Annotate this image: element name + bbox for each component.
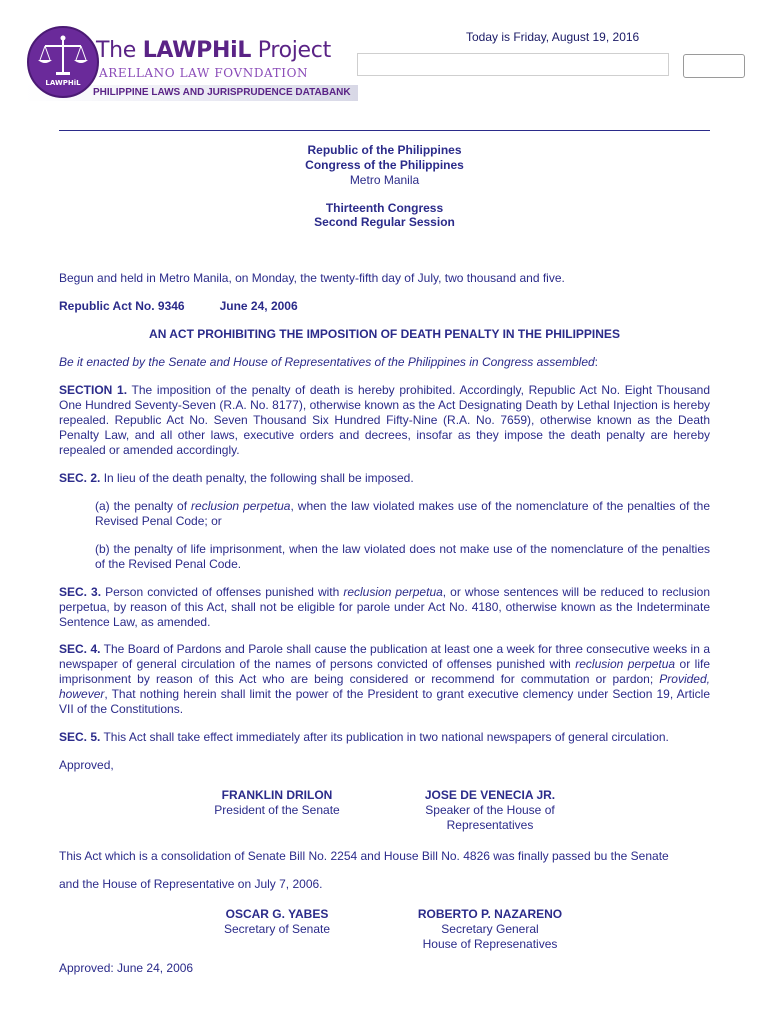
signatory-name: ROBERTO P. NAZARENO [417, 907, 563, 921]
section-label: SEC. 4. [59, 642, 101, 656]
section-label: SECTION 1. [59, 383, 128, 397]
section-label: SEC. 3. [59, 585, 102, 599]
signatory-senate-secretary [187, 907, 367, 937]
section-2-item-b: (b) the penalty of life imprisonment, when the law violated does not make use of the nomenclature of the penalties of the Revised Penal Code. [95, 542, 710, 571]
approved-label: Approved, [59, 758, 114, 772]
section-4: SEC. 4. The Board of Pardons and Parole shall cause the publication at least one a week for three consecutive weeks in a newspaper of general circulation of the names of persons convicted of offenses punished with reclusion perpetua or life imprisonment by reason of this Act who are being considered or recommend for commutation or pardon; Provided, however, That nothing herein shall limit the power of the President to grant executive clemency under Section 19, Article VII of the Constitutions. [59, 642, 711, 716]
signatory-name: JOSE DE VENECIA JR. [424, 788, 556, 802]
heading-congress: Congress of the Philippines [305, 158, 464, 172]
lawphil-logo[interactable] [22, 24, 358, 101]
signatory-name: OSCAR G. YABES [225, 907, 329, 921]
logo-subtitle: ARELLANO LAW FOVNDATION [99, 66, 309, 80]
heading-republic: Republic of the Philippines [307, 143, 462, 157]
heading-congress-number: Thirteenth Congress [325, 201, 444, 215]
section-1: SECTION 1. The imposition of the penalty of death is hereby prohibited. Accordingly, Republic Act No. Eight Thousand One Hundred Seventy-Seven (R.A. No. 8177), otherwise known as the Act Designating Death by Lethal Injection is hereby repealed. Republic Act No. Seven Thousand Six Hundred Fifty-Nine (R.A. No. 7659), otherwise known as the Death Penalty Law, and all other laws, executive orders and decrees, insofar as they impose the death penalty are hereby repealed or amended accordingly. [59, 383, 710, 457]
signatory-title: House of Represenatives [422, 937, 558, 951]
signatory-title: Secretary General [441, 922, 539, 936]
logo-tagline: PHILIPPINE LAWS AND JURISPRUDENCE DATABANK [93, 87, 351, 98]
heading-location: Metro Manila [349, 173, 420, 187]
consolidation-line-1: This Act which is a consolidation of Senate Bill No. 2254 and House Bill No. 4826 was finally passed bu the Senate [59, 849, 669, 863]
signatory-title: President of the Senate [214, 803, 340, 817]
today-date: Today is Friday, August 19, 2016 [466, 30, 640, 44]
section-2-item-a: (a) the penalty of reclusion perpetua, when the law violated makes use of the nomenclature of the penalties of the Revised Penal Code; or [95, 499, 711, 528]
heading-session: Second Regular Session [314, 215, 455, 229]
signatory-title: Secretary of Senate [223, 922, 331, 936]
section-label: SEC. 2. [59, 471, 101, 485]
begun-statement: Begun and held in Metro Manila, on Monday, the twenty-fifth day of July, two thousand and five. [59, 271, 565, 285]
section-2: SEC. 2. In lieu of the death penalty, the following shall be imposed. [59, 471, 414, 485]
cut-off-approval-line: Approved: June 24, 2006 [59, 961, 194, 975]
signatory-title: Speaker of the House of [425, 803, 555, 817]
logo-seal-text: LAWPHiL [45, 79, 81, 87]
signatory-house-speaker [400, 788, 580, 833]
search-button[interactable] [683, 54, 745, 78]
act-number-line [59, 299, 710, 314]
section-3: SEC. 3. Person convicted of offenses punished with reclusion perpetua, or whose sentences will be reduced to reclusion perpetua, by reason of this Act, shall not be eligible for parole under Act No. 4180, otherwise known as the Indeterminate Sentence Law, as amended. [59, 585, 710, 629]
header-divider [59, 130, 710, 131]
act-title: AN ACT PROHIBITING THE IMPOSITION OF DEATH PENALTY IN THE PHILIPPINES [149, 327, 620, 341]
signatory-name: FRANKLIN DRILON [221, 788, 333, 802]
signatory-house-secretary-general [400, 907, 580, 952]
consolidation-line-2: and the House of Representative on July 7, 2006. [59, 877, 323, 891]
act-date: June 24, 2006 [219, 299, 298, 313]
signatory-senate-president [187, 788, 367, 818]
act-number: Republic Act No. 9346 [59, 299, 185, 313]
signatory-title: Representatives [446, 818, 534, 832]
scales-of-justice-icon [27, 26, 99, 98]
search-input[interactable] [357, 53, 669, 76]
logo-title: The LAWPHiL Project [96, 38, 331, 63]
section-label: SEC. 5. [59, 730, 101, 744]
enacting-clause: Be it enacted by the Senate and House of Representatives of the Philippines in Congress assembled: [59, 355, 599, 369]
section-5: SEC. 5. This Act shall take effect immediately after its publication in two national newspapers of general circulation. [59, 730, 669, 744]
